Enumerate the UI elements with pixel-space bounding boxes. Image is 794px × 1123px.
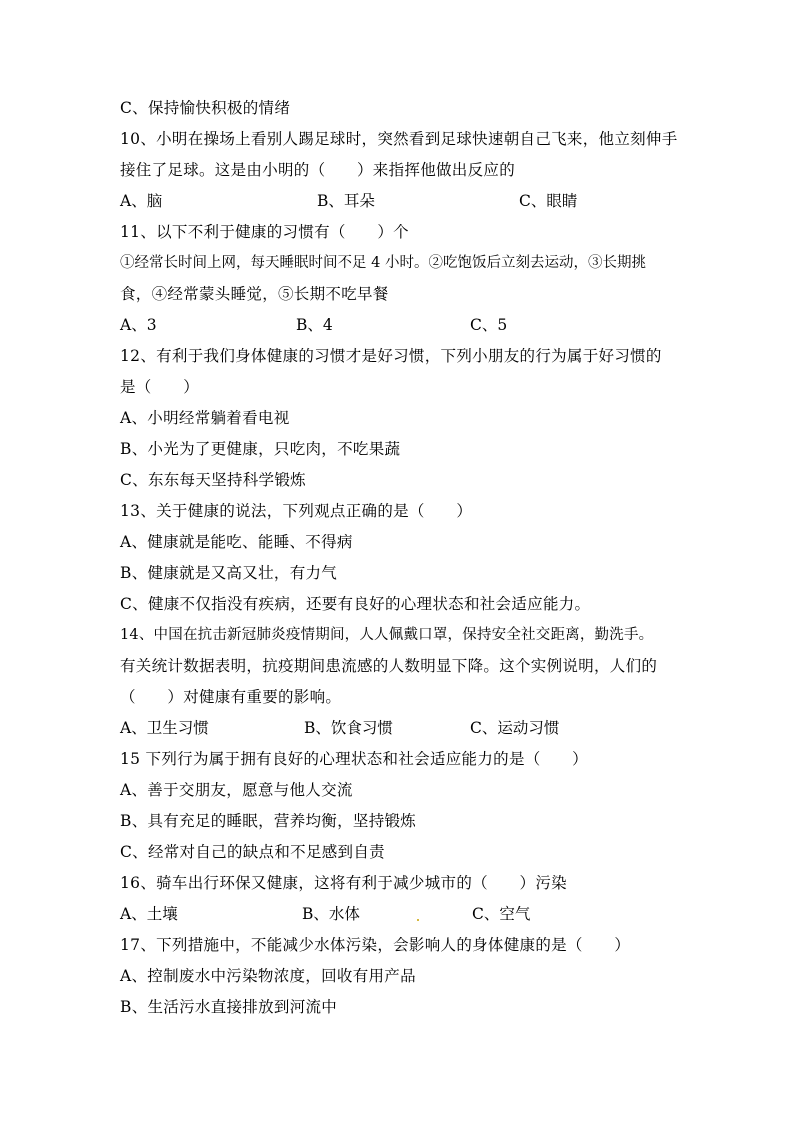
- q12-stem-line2: 是（ ）: [120, 378, 200, 396]
- q14-option-c: C、运动习惯: [470, 719, 560, 737]
- stray-mark: [417, 919, 419, 921]
- q10-stem-line2: 接住了足球。这是由小明的（ ）来指挥他做出反应的: [120, 161, 516, 179]
- q16-option-b: B、水体: [302, 905, 360, 923]
- q16-option-a: A、土壤: [120, 905, 178, 923]
- q12-option-a: A、小明经常躺着看电视: [120, 409, 290, 427]
- q14-option-b: B、饮食习惯: [304, 719, 393, 737]
- q11-habits-line1: ①经常长时间上网，每天睡眠时间不足 4 小时。②吃饱饭后立刻去运动，③长期挑: [120, 255, 646, 271]
- q12-stem-line1: 12、有利于我们身体健康的习惯才是好习惯，下列小朋友的行为属于好习惯的: [120, 347, 662, 365]
- q13-option-b: B、健康就是又高又壮，有力气: [120, 564, 338, 582]
- q10-option-c: C、眼睛: [519, 192, 578, 210]
- q13-stem: 13、关于健康的说法，下列观点正确的是（ ）: [120, 502, 473, 520]
- q17-option-a: A、控制废水中污染物浓度，回收有用产品: [120, 967, 416, 985]
- q17-stem: 17、下列措施中，不能减少水体污染，会影响人的身体健康的是（ ）: [120, 936, 631, 954]
- q9-option-c: C、保持愉快积极的情绪: [120, 99, 291, 117]
- q15-option-c: C、经常对自己的缺点和不足感到自责: [120, 843, 385, 861]
- q17-option-b: B、生活污水直接排放到河流中: [120, 998, 338, 1016]
- q13-option-a: A、健康就是能吃、能睡、不得病: [120, 533, 353, 551]
- q10-stem-line1: 10、小明在操场上看别人踢足球时，突然看到足球快速朝自己飞来，他立刻伸手: [120, 130, 678, 148]
- q16-option-c: C、空气: [472, 905, 531, 923]
- q14-stem-line2: 有关统计数据表明，抗疫期间患流感的人数明显下降。这个实例说明，人们的: [120, 657, 658, 675]
- q10-option-a: A、脑: [120, 192, 163, 210]
- q11-option-c: C、5: [470, 316, 508, 334]
- q12-option-c: C、东东每天坚持科学锻炼: [120, 471, 306, 489]
- q11-option-b: B、4: [296, 316, 333, 334]
- q11-habits-line2: 食，④经常蒙头睡觉，⑤长期不吃早餐: [120, 285, 389, 303]
- q10-option-b: B、耳朵: [317, 192, 375, 210]
- q13-option-c: C、健康不仅指没有疾病，还要有良好的心理状态和社会适应能力。: [120, 595, 591, 613]
- q12-option-b: B、小光为了更健康，只吃肉，不吃果蔬: [120, 440, 401, 458]
- q11-option-a: A、3: [120, 316, 157, 334]
- q14-stem-line1: 14、中国在抗击新冠肺炎疫情期间，人人佩戴口罩，保持安全社交距离，勤洗手。: [120, 627, 654, 643]
- q15-stem: 15 下列行为属于拥有良好的心理状态和社会适应能力的是（ ）: [120, 750, 588, 768]
- q11-stem: 11、以下不利于健康的习惯有（ ）个: [120, 223, 409, 241]
- q16-stem: 16、骑车出行环保又健康，这将有利于减少城市的（ ）污染: [120, 874, 567, 892]
- q15-option-a: A、善于交朋友，愿意与他人交流: [120, 781, 353, 799]
- q15-option-b: B、具有充足的睡眠，营养均衡，坚持锻炼: [120, 812, 417, 830]
- q14-option-a: A、卫生习惯: [120, 719, 209, 737]
- q14-stem-line3: （ ）对健康有重要的影响。: [120, 688, 342, 706]
